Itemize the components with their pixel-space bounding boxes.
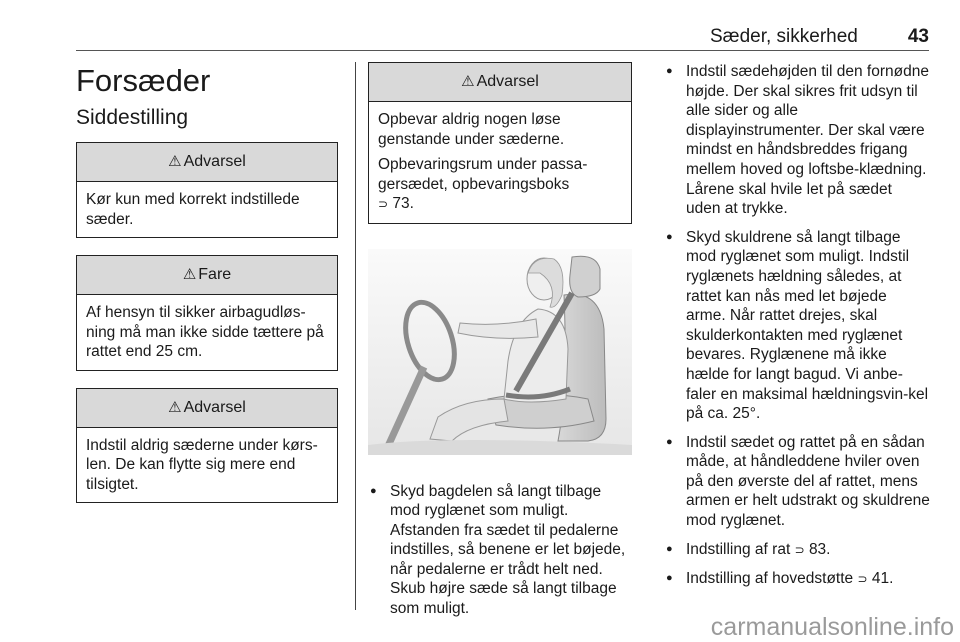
chapter-title: Sæder, sikkerhed: [710, 26, 858, 47]
warning-box: [76, 142, 338, 238]
warning-triangle-icon: ⚠: [168, 153, 182, 170]
list-item: ● Skyd bagdelen så langt tilbage mod ryglænet som muligt. Afstanden fra sædet til pedalerne indstilles, så benene er let bøjede, når pedalerne er trådt helt ned. Skub højre sæde så langt tilbage som muligt.: [368, 482, 632, 619]
danger-box: [76, 255, 338, 371]
warning-text: Indstil aldrig sæderne under kørs-len. De kan flytte sig mere end tilsigtet.: [86, 436, 318, 493]
danger-text: Af hensyn til sikker airbagudløs-ning må man ikke sidde tættere på rattet end 25 cm.: [86, 304, 324, 360]
warning-text: Kør kun med korrekt indstillede sæder.: [86, 191, 300, 228]
watermark: carmanualsonline.info: [710, 613, 954, 641]
section-subtitle: Siddestilling: [76, 106, 189, 129]
warning-triangle-icon: ⚠: [461, 73, 475, 90]
warning-box: [368, 62, 632, 224]
page-reference[interactable]: 73.: [392, 195, 414, 212]
page-reference[interactable]: 41.: [871, 570, 894, 588]
adjustment-list: [368, 482, 632, 619]
warning-text: Opbevaringsrum under passa-gersædet, opbevaringsboks ⊃ 73.: [378, 156, 588, 212]
page-reference-icon: ⊃: [378, 197, 389, 211]
driver-seated-position-illustration: [368, 249, 632, 455]
warning-heading: Advarsel: [476, 73, 539, 90]
danger-heading: Fare: [198, 266, 232, 283]
warning-box-header: [77, 389, 337, 428]
warning-triangle-icon: ⚠: [168, 398, 182, 416]
header-rule: [76, 50, 929, 51]
list-item: ● Skyd skuldrene så langt tilbage mod ryglænet som muligt. Indstil ryglænets hældning således, at rattet kan nås med let bøjede arme. Når rattet drejes, skal skulderkontakten med ryglænet bevares. Ryglænene må ikke hælde for langt bagud. Vi anbe-faler en maksimal hældningsvin-kel på ca. 25°.: [664, 228, 930, 424]
list-item: ● Indstilling af hovedstøtte ⊃ 41.: [664, 569, 930, 590]
danger-box-header: [77, 256, 337, 295]
page-reference-icon: ⊃: [794, 542, 805, 557]
warning-box: [76, 388, 338, 504]
running-head: [76, 26, 929, 48]
list-item: ● Indstil sædet og rattet på en sådan måde, at håndleddene hviler oven på den øverste del af rattet, mens armen er helt udstrakt og skuldrene mod ryglænet.: [664, 433, 930, 531]
page-reference[interactable]: 83.: [808, 540, 831, 558]
warning-heading: Advarsel: [183, 398, 246, 416]
warning-heading: Advarsel: [183, 153, 246, 170]
column-divider: [355, 62, 356, 610]
list-item: ● Indstilling af rat ⊃ 83.: [664, 540, 930, 561]
warning-triangle-icon: ⚠: [182, 266, 197, 283]
warning-box-header: [77, 143, 337, 182]
page-number: 43: [907, 26, 929, 47]
warning-box-header: [369, 63, 631, 102]
list-item: ● Indstil sædehøjden til den fornødne højde. Der skal sikres frit udsyn til alle sider og alle displayinstrumenter. Der skal være mindst en håndsbreddes frigang mellem hoved og loftsbe-klædning. Lårene skal hvile let på sædet uden at trykke.: [664, 62, 930, 219]
section-title: Forsæder: [76, 63, 211, 98]
warning-text: Opbevar aldrig nogen løse genstande under sæderne.: [378, 111, 565, 148]
column-1: [76, 62, 338, 520]
adjustment-list: [664, 62, 930, 590]
page-reference-icon: ⊃: [857, 572, 868, 587]
column-2: [368, 62, 632, 628]
column-3: [664, 62, 930, 599]
